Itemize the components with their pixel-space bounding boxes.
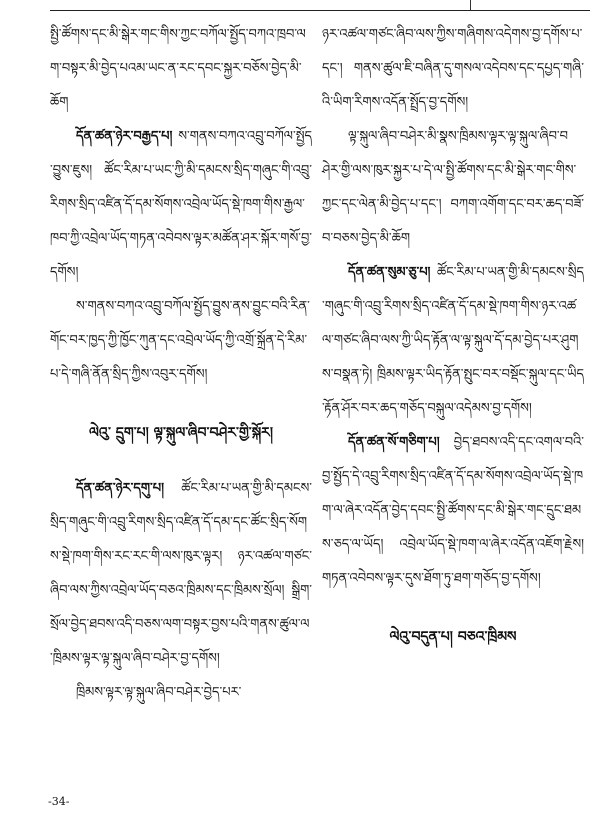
article-28-body: ས་གནས་བཀའ་འབྲུ་བཀོལ་སྤྱོད་བྱུས་ཇུས། ཚོང་རིམ་པ་ཡང་ཀྱི་མི་དམངས་སྲིད་གཞུང་གི་འབྲུ་རིགས་སྲིད་འཛིན་དོ་དམ་སོགས་འབྲེལ་ཡོད་སྡེ་ཁག་གིས་རྒྱལ་ཁབ་ཀྱི་འབྲེལ་ཡོད་གཏན་འབེབས་ལྟར་མཚོན་ཤར་སྐོར་གསོ་བྱ་དགོས། bbox=[50, 129, 313, 280]
article-31-heading: དོན་ཚན་སོ་གཅིག་པ། bbox=[348, 435, 440, 450]
article-29 bbox=[50, 472, 312, 676]
paragraph-left-1: སྤྱི་ཚོགས་དང་མི་སྒེར་གང་གིས་ཀྱང་བཀོལ་སྤྱོད་བཀའ་ཁྲབ་ལག་བསྟར་མི་བྱེད་པའམ་ཡང་ན་རང་དབང་སྐྱར་བཅོས་བྱེད་མི་ཆོག bbox=[50, 27, 306, 110]
page-number: -34- bbox=[48, 795, 70, 808]
article-30-heading: དོན་ཚན་སུམ་ཅུ་པ། bbox=[348, 265, 431, 280]
chapter-six-title: ལེའུ་ དྲུག་པ། ལྟ་སྐུལ་ཞིབ་བཤེར་གྱི་སྐོར། bbox=[88, 425, 274, 441]
right-column bbox=[322, 18, 584, 676]
article-31 bbox=[322, 426, 584, 596]
paragraph-right-1: ཉར་འཚལ་གཙང་ཞིབ་ལས་ཀྱིས་གཞིགས་འདེགས་བྱ་དགོས་པ་དང་། གནས་ཚུལ་ཇི་བཞིན་དུ་གསལ་འདེབས་དང་དཔྱད་གཞི་འི་ཡིག་རིགས་འདོན་སྤྲོད་བྱ་དགོས། bbox=[322, 27, 584, 110]
article-29-heading: དོན་ཚན་ཉེར་དགུ་པ། bbox=[76, 481, 164, 496]
paragraph-right-2: ལྟ་སྐུལ་ཞིབ་བཤེར་མི་སྣས་ཁྲིམས་ལྟར་ལྟ་སྐུལ་ཞིབ་བཤེར་གྱི་ལས་ཁུར་སྐྱར་པ་དེ་ལ་སྤྱི་ཚོགས་དང་མི་སྒེར་གང་གིས་ཀྱང་དང་ལེན་མི་བྱེད་པ་དང་། བཀག་འགོག་དང་བར་ཆད་བཟོ་བ་བཅས་བྱེད་མི་ཆོག bbox=[322, 129, 584, 246]
running-header bbox=[470, 0, 591, 10]
article-30-body: ཚོང་རིམ་པ་ཡན་གྱི་མི་དམངས་སྲིད་གཞུང་གི་འབྲུ་རིགས་སྲིད་འཛིན་དོ་དམ་སྡེ་ཁག་གིས་ཉར་འཚལ་གཙང་ཞིབ་ལས་ཀྱི་ཡིད་རྟོན་ལ་ལྟ་སྐུལ་དོ་དམ་བྱེད་པར་ཤུགས་བསྣན་ཏེ། ཁྲིམས་ལྟར་ཡིད་རྟོན་སྤུང་བར་བསྡོང་སྐུལ་དང་ཡིད་རྟོན་ཤོར་བར་ཆད་གཅོད་བསྐུལ་འདེམས་བྱ་དགོས། bbox=[322, 265, 584, 416]
left-column bbox=[50, 18, 312, 710]
paragraph-left-5: ཁྲིམས་ལྟར་ལྟ་སྐུལ་ཞིབ་བཤེར་བྱེད་པར་ bbox=[76, 685, 242, 700]
header-rule bbox=[50, 10, 590, 11]
article-31-body: བྱེད་ཐབས་འདི་དང་འགལ་བའི་བྱ་སྤྱོད་དེ་འབྲུ་རིགས་སྲིད་འཛིན་དོ་དམ་སོགས་འབྲེལ་ཡོད་སྡེ་ཁག་ལ་ཞེར་འདོན་བྱེད་དབང་སྤྱི་ཚོགས་དང་མི་སྒེར་གང་དྲུང་ཐམས་ཅད་ལ་ཡོད། འབྲེལ་ཡོད་སྡེ་ཁག་ལ་ཞེར་འདོན་འཇོག་རྗེས། གཏན་འབེབས་ལྟར་དུས་ཐོག་ཏུ་ཐག་གཅོད་བྱ་དགོས། bbox=[322, 435, 584, 586]
article-28 bbox=[50, 120, 312, 290]
article-29-body: ཚོང་རིམ་པ་ཡན་གྱི་མི་དམངས་སྲིད་གཞུང་གི་འབྲུ་རིགས་སྲིད་འཛིན་དོ་དམ་དང་ཚོང་སྲིད་སོགས་སྡེ་ཁག་གིས་རང་རང་གི་ལས་ཁུར་ལྟར། ཉར་འཚལ་གཙང་ཞིབ་ལས་ཀྱིས་འབྲེལ་ཡོད་བཅའ་ཁྲིམས་དང་ཁྲིམས་སྲོལ། སྒྲིག་སྲོལ་བྱེད་ཐབས་འདི་བཅས་ལག་བསྟར་བྱས་པའི་གནས་ཚུལ་ལ་ཁྲིམས་ལྟར་ལྟ་སྐུལ་ཞིབ་བཤེར་བྱ་དགོས། bbox=[50, 481, 312, 666]
chapter-seven-title: ལེའུ་བདུན་པ། བཅའ་ཁྲིམས bbox=[389, 629, 517, 645]
article-28-heading: དོན་ཚན་ཉེར་བརྒྱད་པ། bbox=[76, 129, 173, 144]
article-30 bbox=[322, 256, 584, 426]
paragraph-left-3: ས་གནས་བཀའ་འབྲུ་བཀོལ་སྤྱོད་བྱུས་ནས་བྱུང་བའི་རིན་གོང་བར་ཁྱད་ཀྱི་ཁྱོང་ཀུན་དང་འབྲེལ་ཡོད་ཀྱི་འགྲོ་སྐྲོན་དེ་རིམ་པ་དེ་གཞི་ནོན་སྲིད་ཀྱིས་འབུར་དགོས། bbox=[50, 299, 310, 382]
